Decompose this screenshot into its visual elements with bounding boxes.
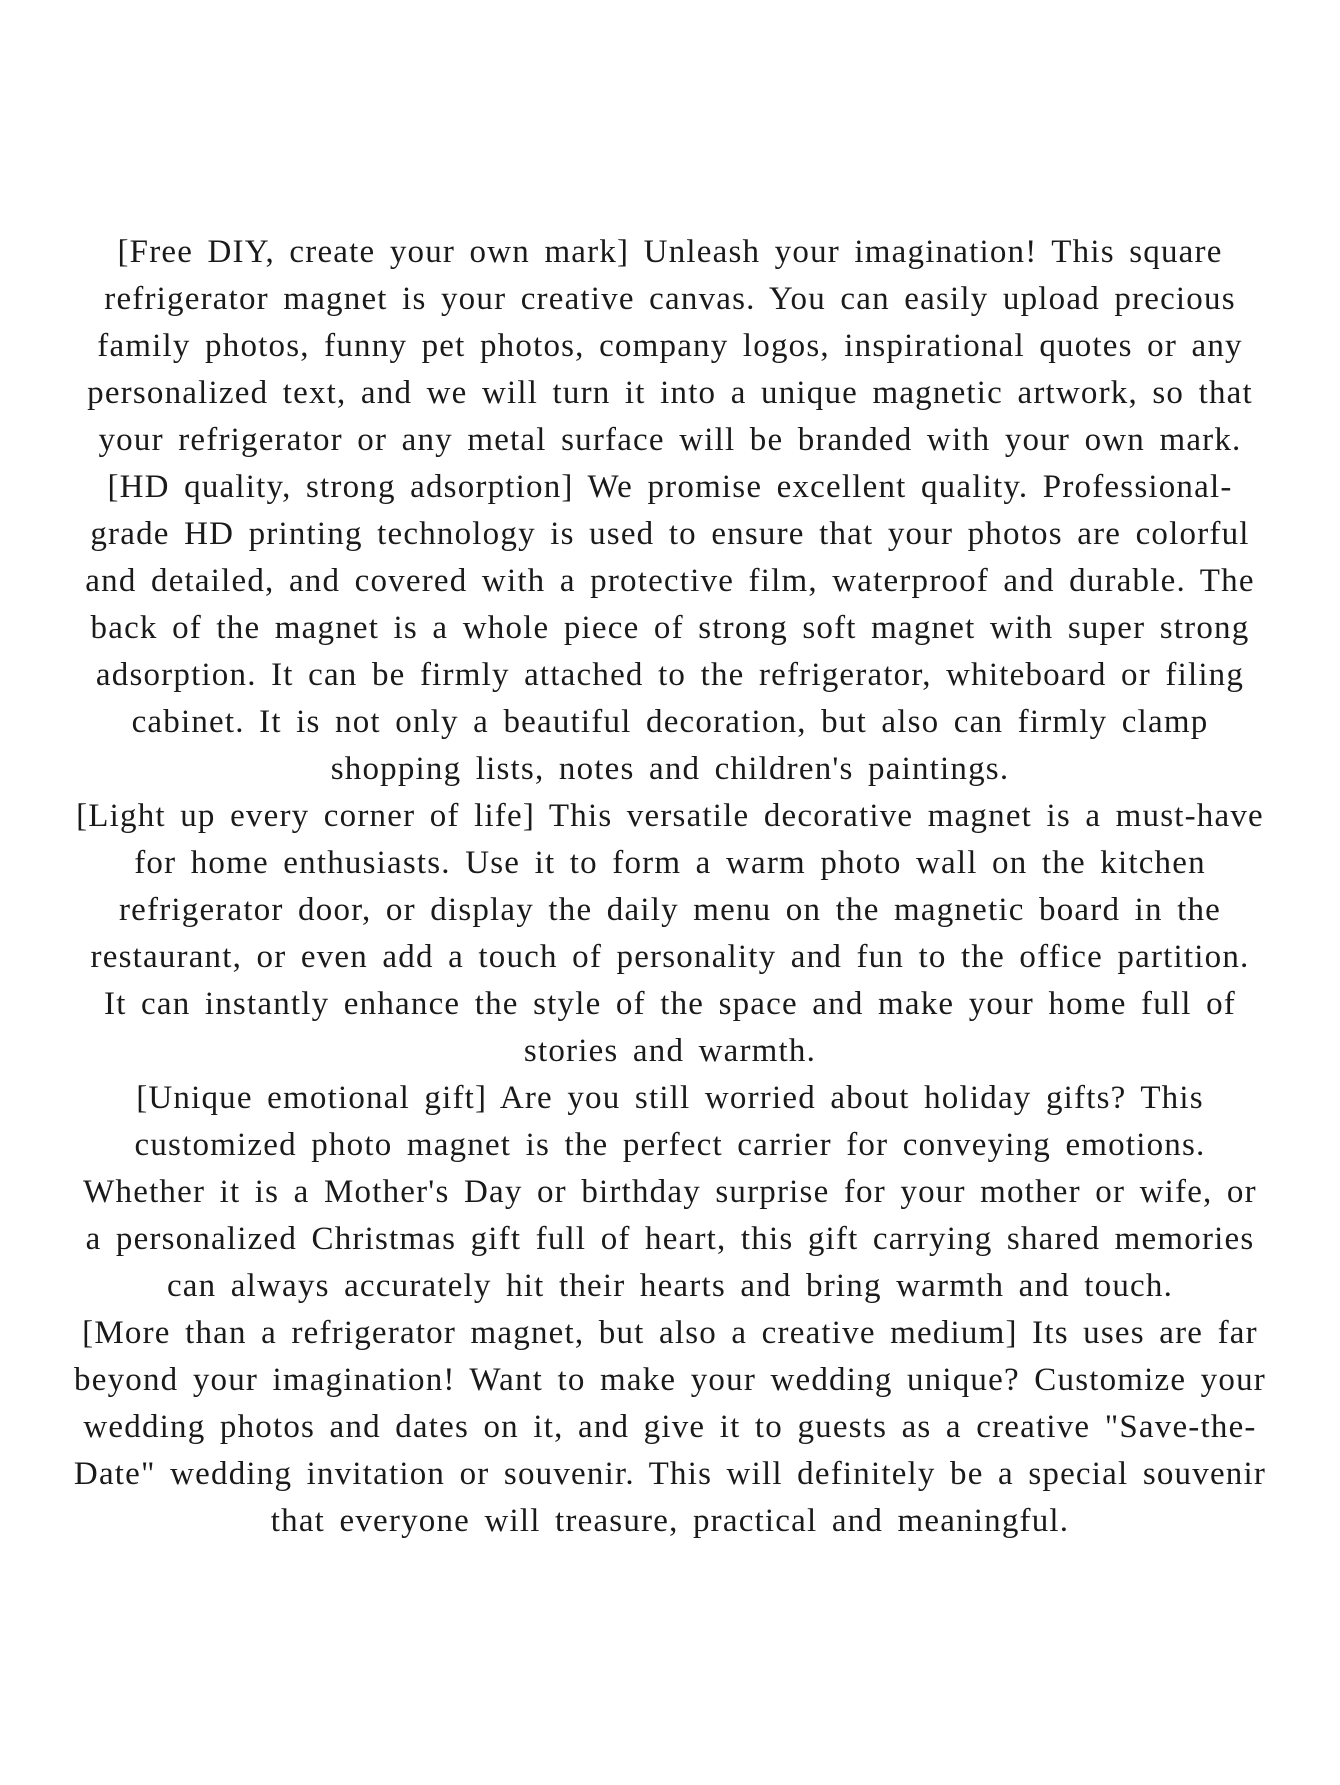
description-line: Whether it is a Mother's Day or birthday surprise for your mother or wife, or: [83, 1174, 1257, 1210]
description-line: [Unique emotional gift] Are you still worried about holiday gifts? This: [136, 1080, 1204, 1116]
description-line: [HD quality, strong adsorption] We promise excellent quality. Professional-: [107, 469, 1233, 505]
description-line: It can instantly enhance the style of the space and make your home full of: [104, 986, 1236, 1022]
description-line: shopping lists, notes and children's paintings.: [330, 751, 1010, 787]
description-line: that everyone will treasure, practical and meaningful.: [270, 1503, 1070, 1539]
description-line: for home enthusiasts. Use it to form a warm photo wall on the kitchen: [134, 845, 1206, 881]
description-line: adsorption. It can be firmly attached to the refrigerator, whiteboard or filing: [95, 657, 1245, 693]
description-line: [Free DIY, create your own mark] Unleash your imagination! This square: [117, 234, 1223, 270]
description-line: wedding photos and dates on it, and give it to guests as a creative "Save-the-: [83, 1409, 1257, 1445]
description-line: [Light up every corner of life] This versatile decorative magnet is a must-have: [76, 798, 1264, 834]
description-line: stories and warmth.: [523, 1033, 817, 1069]
description-line: beyond your imagination! Want to make your wedding unique? Customize your: [74, 1362, 1266, 1398]
description-line: [More than a refrigerator magnet, but also a creative medium] Its uses are far: [82, 1315, 1258, 1351]
description-line: back of the magnet is a whole piece of strong soft magnet with super strong: [90, 610, 1250, 646]
description-line: family photos, funny pet photos, company logos, inspirational quotes or any: [97, 328, 1243, 364]
description-line: customized photo magnet is the perfect carrier for conveying emotions.: [134, 1127, 1206, 1163]
description-line: and detailed, and covered with a protective film, waterproof and durable. The: [85, 563, 1255, 599]
description-line: restaurant, or even add a touch of personality and fun to the office partition.: [90, 939, 1250, 975]
description-line: a personalized Christmas gift full of heart, this gift carrying shared memories: [85, 1221, 1255, 1257]
description-line: personalized text, and we will turn it into a unique magnetic artwork, so that: [87, 375, 1253, 411]
description-line: Date" wedding invitation or souvenir. This will definitely be a special souvenir: [73, 1456, 1267, 1492]
description-line: your refrigerator or any metal surface will be branded with your own mark.: [98, 422, 1242, 458]
description-line: refrigerator door, or display the daily menu on the magnetic board in the: [118, 892, 1222, 928]
description-line: refrigerator magnet is your creative canvas. You can easily upload precious: [104, 281, 1236, 317]
description-line: cabinet. It is not only a beautiful decoration, but also can firmly clamp: [131, 704, 1209, 740]
description-line: grade HD printing technology is used to ensure that your photos are colorful: [90, 516, 1250, 552]
description-line: can always accurately hit their hearts and bring warmth and touch.: [166, 1268, 1174, 1304]
